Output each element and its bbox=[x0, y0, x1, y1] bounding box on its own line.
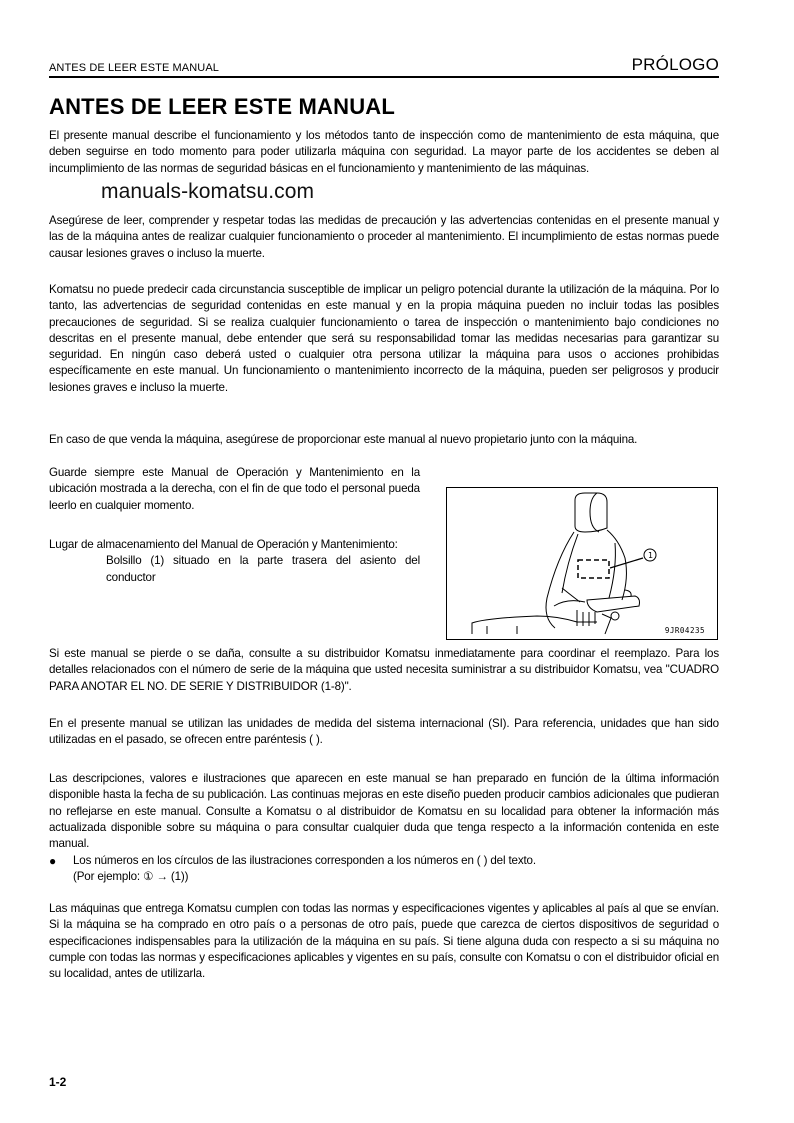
seat-illustration bbox=[446, 487, 718, 640]
paragraph-keep-manual: Guarde siempre este Manual de Operación y Mantenimiento en la ubicación mostrada a la derecha, con el fin de que todo el personal pueda leerlo en cualquier momento. bbox=[49, 466, 420, 512]
paragraph-lost-manual: Si este manual se pierde o se daña, consulte a su distribuidor Komatsu inmediatamente para coordinar el reemplazo. Para los detalles relacionados con el número de serie de la máquina que usted necesita suministrar a su distribuidor Komatsu, vea "CUADRO PARA ANOTAR EL NO. DE SERIE Y DISTRIBUIDOR (1-8)". bbox=[49, 647, 719, 693]
paragraph-intro: El presente manual describe el funcionamiento y los métodos tanto de inspección como de mantenimiento de esta máquina, que deben seguirse en todo momento para poder utilizarla máquina con seguridad. La mayor parte de los accidentes se deben al incumplimiento de las normas de seguridad básicas en el funcionamiento y mantenimiento de las máquinas. bbox=[49, 129, 719, 175]
paragraph-country-compliance: Las máquinas que entrega Komatsu cumplen con todas las normas y especificaciones vigentes y aplicables al país al que se envían. Si la máquina se ha comprado en otro país o a personas de otro país, puede que carezca de ciertos dispositivos de seguridad o especificaciones indispensables para la utilización de la máquina en su país. Si tiene alguna duda con respecto a si su máquina no cumple con todas las normas y especificaciones aplicables y vigentes en su país, consulte con Komatsu o con el distribuidor oficial en su localidad, antes de utilizarla. bbox=[49, 902, 719, 981]
bullet-item bbox=[49, 853, 719, 886]
figure-code: 9JR04235 bbox=[664, 626, 705, 635]
page-number: 1-2 bbox=[49, 1075, 67, 1089]
paragraph-descriptions: Las descripciones, valores e ilustraciones que aparecen en este manual se han preparado en función de la última información disponible hasta la fecha de su publicación. Las continuas mejoras en este diseño pueden producir cambios adicionales que pudieran no reflejarse en este manual. Consulte a Komatsu o al distribuidor de Komatsu en su localidad para obtener la información más actualizada disponible sobre su máquina o para consultar cualquier duda que tenga respecto a la información contenida en este manual. bbox=[49, 772, 719, 851]
header-chapter-title: PRÓLOGO bbox=[631, 55, 719, 74]
seat-drawing-icon bbox=[447, 488, 717, 639]
paragraph-komatsu-disclaimer: Komatsu no puede predecir cada circunstancia susceptible de implicar un peligro potencial durante la utilización de la máquina. Por lo tanto, las advertencias de seguridad contenidas en este manual y en la propia máquina pueden no incluir todas las posibles precauciones de seguridad. Si se realiza cualquier funcionamiento o tarea de inspección o mantenimiento bajo condiciones no descritas en el presente manual, debe entender que será su responsabilidad tomar las medidas necesarias para garantizar su seguridad. En ningún caso deberá usted o cualquier otra persona utilizar la máquina para usos o acciones prohibidas específicamente en este manual. Un funcionamiento o mantenimiento incorrecto de la máquina, pueden ser peligrosos y producir lesiones graves e incluso la muerte. bbox=[49, 283, 719, 394]
page-title: ANTES DE LEER ESTE MANUAL bbox=[49, 94, 396, 119]
watermark: manuals-komatsu.com bbox=[101, 180, 315, 203]
bullet-icon: ● bbox=[49, 854, 57, 868]
storage-location-label: Lugar de almacenamiento del Manual de Operación y Mantenimiento: bbox=[49, 538, 398, 551]
svg-text:1: 1 bbox=[648, 551, 654, 560]
header-section-title: ANTES DE LEER ESTE MANUAL bbox=[49, 62, 219, 74]
bullet-example: (Por ejemplo: ① → (1)) bbox=[73, 870, 189, 884]
paragraph-si-units: En el presente manual se utilizan las unidades de medida del sistema internacional (SI). Para referencia, unidades que han sido utilizadas en el pasado, se ofrecen entre paréntesis ( ). bbox=[49, 717, 719, 747]
storage-location-value: Bolsillo (1) situado en la parte trasera del asiento del conductor bbox=[106, 554, 420, 584]
running-header bbox=[49, 52, 719, 78]
bullet-text: Los números en los círculos de las ilustraciones corresponden a los números en ( ) del texto. bbox=[73, 854, 536, 867]
paragraph-read-precautions: Asegúrese de leer, comprender y respetar todas las medidas de precaución y las advertencias contenidas en el presente manual y las de la máquina antes de realizar cualquier funcionamiento o proceder al mantenimiento. El incumplimiento de estas normas puede causar lesiones graves o incluso la muerte. bbox=[49, 214, 719, 260]
paragraph-sale-handover: En caso de que venda la máquina, asegúrese de proporcionar este manual al nuevo propietario junto con la máquina. bbox=[49, 433, 638, 446]
storage-location-block bbox=[49, 537, 420, 586]
